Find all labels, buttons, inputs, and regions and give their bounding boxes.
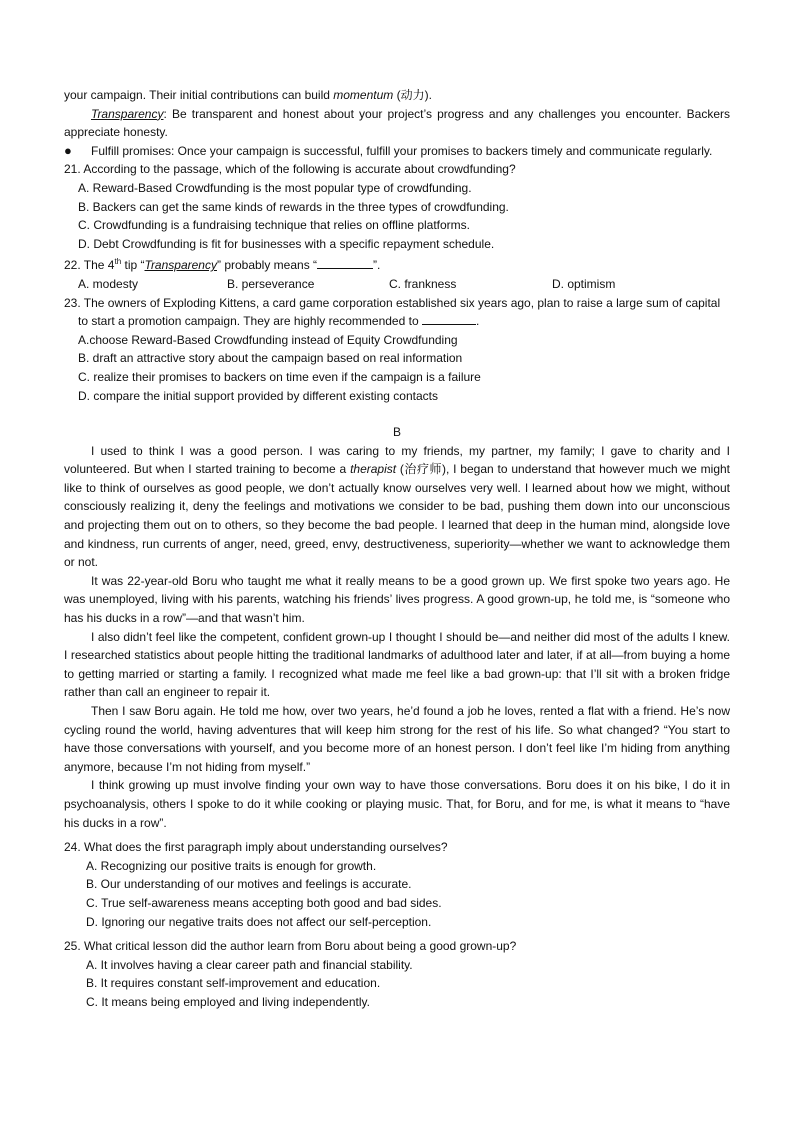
exam-page (64, 86, 730, 1012)
passage-b-paragraph-2: It was 22-year-old Boru who taught me what it really means to be a good grown up. We first spoke two years ago. He was unemployed, living with his parents, watching his friends’ lives progress. A good grown-up, he told me, is “someone who has his ducks in a row”—and that wasn’t him. (64, 573, 730, 626)
passage-b-paragraph-1: I used to think I was a good person. I was caring to my friends, my partner, my family; I gave to charity and I volunteered. But when I started training to become a therapist (治疗师), I began to understand that however much we might like to think of ourselves as good people, we don’t actually know ourselves very well. I learned about how we might, without consciously realizing it, deny the feelings and motivations we consider to be bad, pushing them down into our unconscious and projecting them out on to others, so they become the bad people. I learned that deep in the human mind, alongside love and kindness, run currents of anger, need, greed, envy, destructiveness, superiority—whether we want to acknowledge them or not. (64, 443, 730, 570)
question-22-options (64, 275, 730, 294)
emphasized-term: momentum (333, 88, 394, 102)
question-22-option-c: C. frankness (389, 276, 457, 291)
transparency-tip: Transparency: Be transparent and honest about your project’s progress and any challenges you encounter. Backers appreciate honesty. (64, 106, 730, 140)
question-23-option-b: B. draft an attractive story about the campaign based on real information (78, 351, 463, 366)
passage-b-paragraph-5: I think growing up must involve finding your own way to have those conversations. Boru does it on his bike, I do it in psychoanalysis, others I spoke to do it while cooking or playing music. That, for Boru, and for me, is what it means to “have his ducks in a row”. (64, 778, 730, 830)
question-23-option-a: A.choose Reward-Based Crowdfunding instead of Equity Crowdfunding (78, 332, 458, 347)
question-22-stem: 22. The 4th tip “Transparency” probably means “ ”. (64, 257, 381, 273)
emphasized-term: therapist (350, 462, 397, 477)
question-24-option-b: B. Our understanding of our motives and feelings is accurate. (86, 877, 412, 892)
spacer (64, 405, 730, 423)
question-21-option-d: D. Debt Crowdfunding is fit for businesses with a specific repayment schedule. (78, 236, 495, 251)
question-24-stem: 24. What does the first paragraph imply about understanding ourselves? (64, 840, 448, 855)
section-b-heading: B (392, 425, 401, 440)
question-21-option-c: C. Crowdfunding is a fundraising technique that relies on offline platforms. (78, 218, 470, 233)
question-21-option-b: B. Backers can get the same kinds of rewards in the three types of crowdfunding. (78, 199, 509, 214)
answer-blank (317, 257, 373, 269)
question-23-option-c: C. realize their promises to backers on time even if the campaign is a failure (78, 369, 481, 384)
transparency-word: Transparency (144, 258, 217, 273)
question-25-option-b: B. It requires constant self-improvement and education. (86, 976, 381, 991)
question-24-option-c: C. True self-awareness means accepting both good and bad sides. (86, 895, 442, 910)
passage-b-paragraph-4: Then I saw Boru again. He told me how, over two years, he’d found a job he loves, rented a flat with a friend. He’s now cycling round the world, having adventures that will keep him strong for the rest of his life. So what changed? “You start to have those conversations with yourself, and you become more of an honest person. I don’t feel like I’m hiding from anything anymore, because I’m not hiding from myself.” (64, 704, 730, 774)
question-25-stem: 25. What critical lesson did the author learn from Boru about being a good grown-up? (64, 939, 517, 954)
answer-blank (422, 313, 476, 325)
bullet-icon: ● (64, 142, 72, 158)
bullet-item (64, 142, 730, 161)
question-21-option-a: A. Reward-Based Crowdfunding is the most popular type of crowdfunding. (78, 180, 472, 195)
bullet-text: Fulfill promises: Once your campaign is successful, fulfill your promises to backers timely and communicate regularly. (91, 143, 713, 158)
question-23-option-d: D. compare the initial support provided by different existing contacts (78, 388, 438, 403)
question-25-option-c: C. It means being employed and living independently. (86, 994, 370, 1009)
passage-b-paragraph-3: I also didn’t feel like the competent, confident grown-up I thought I should be—and neither did most of the adults I knew. I researched statistics about people hitting the traditional landmarks of adulthood later and later, if at all—from buying a home to getting married or starting a family. I recognized what made me feel like a bad grown-up: that I’ll sit with a broken fridge rather than call an engineer to repair it. (64, 629, 730, 700)
question-22-option-a: A. modesty (78, 276, 139, 291)
transparency-label: Transparency (91, 106, 164, 121)
question-22-option-d: D. optimism (552, 276, 616, 291)
question-24-option-d: D. Ignoring our negative traits does not affect our self-perception. (86, 914, 432, 929)
question-25-option-a: A. It involves having a clear career path and financial stability. (86, 957, 413, 972)
passage-a-tail-line: your campaign. Their initial contributions can build momentum (动力). (64, 88, 432, 102)
question-22-option-b: B. perseverance (227, 276, 315, 291)
question-24-option-a: A. Recognizing our positive traits is enough for growth. (86, 858, 377, 873)
question-23-stem: 23. The owners of Exploding Kittens, a card game corporation established six years ago, plan to raise a large sum of capital to start a promotion campaign. They are highly recommended to . (64, 295, 721, 329)
question-21-stem: 21. According to the passage, which of the following is accurate about crowdfunding? (64, 162, 516, 177)
